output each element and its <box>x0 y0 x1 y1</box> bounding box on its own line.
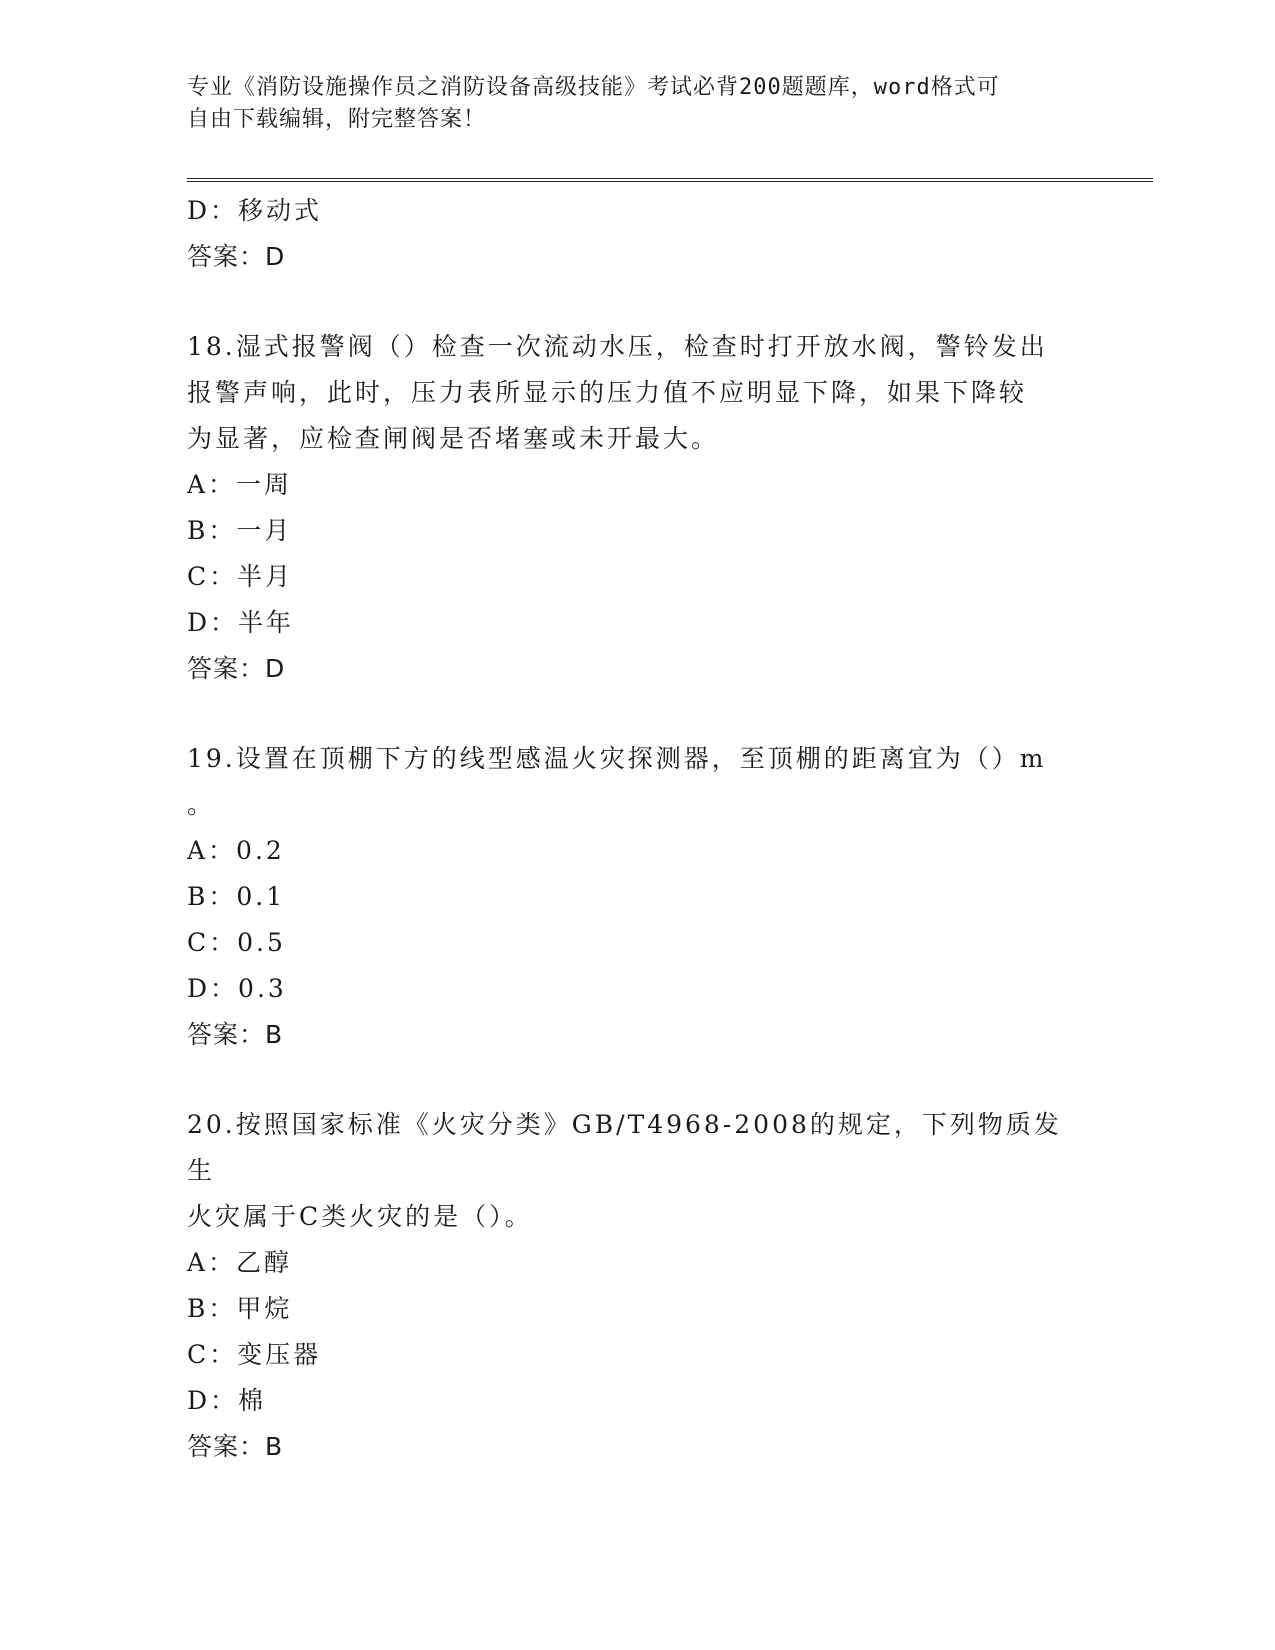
page-header <box>187 72 1067 136</box>
option-a: A：乙醇 <box>187 1248 293 1277</box>
question-20 <box>187 1102 1087 1470</box>
option-d: D：半年 <box>187 608 295 637</box>
option-b: B：甲烷 <box>187 1294 293 1323</box>
stem-line: 18.湿式报警阀（）检查一次流动水压，检查时打开放水阀，警铃发出 <box>187 332 1048 361</box>
answer-line: 答案：D <box>187 654 286 683</box>
stem-line: 19.设置在顶棚下方的线型感温火灾探测器，至顶棚的距离宜为（）m <box>187 744 1047 773</box>
option-b: B：一月 <box>187 516 293 545</box>
answer-line: 答案：D <box>187 242 286 271</box>
option-d: D：棉 <box>187 1386 267 1415</box>
answer-line: 答案：B <box>187 1020 284 1049</box>
stem-line: 报警声响，此时，压力表所显示的压力值不应明显下降，如果下降较 <box>187 378 1028 407</box>
question-stem <box>187 324 1067 462</box>
option-a: A：一周 <box>187 470 293 499</box>
option-a: A：0.2 <box>187 836 285 865</box>
stem-line: 火灾属于C类火灾的是（）。 <box>187 1202 533 1231</box>
header-divider <box>187 178 1153 182</box>
header-line-2: 自由下载编辑，附完整答案！ <box>187 107 487 132</box>
stem-line: 20.按照国家标准《火灾分类》GB/T4968-2008的规定，下列物质发生 <box>187 1110 1062 1185</box>
option-d: D：0.3 <box>187 974 287 1003</box>
question-19 <box>187 736 1087 1058</box>
option-c: C：0.5 <box>187 928 286 957</box>
option-c: C：半月 <box>187 562 294 591</box>
option-d: D：移动式 <box>187 196 323 225</box>
question-stem <box>187 1102 1067 1240</box>
question-18 <box>187 324 1087 692</box>
header-line-1: 专业《消防设施操作员之消防设备高级技能》考试必背200题题库，word格式可 <box>187 75 1000 100</box>
option-b: B：0.1 <box>187 882 286 911</box>
option-c: C：变压器 <box>187 1340 322 1369</box>
previous-question-tail <box>187 188 1087 280</box>
stem-line: 为显著，应检查闸阀是否堵塞或未开最大。 <box>187 424 720 453</box>
answer-line: 答案：B <box>187 1432 284 1461</box>
question-stem <box>187 736 1067 828</box>
document-body <box>187 188 1087 1470</box>
stem-line: 。 <box>187 790 216 819</box>
